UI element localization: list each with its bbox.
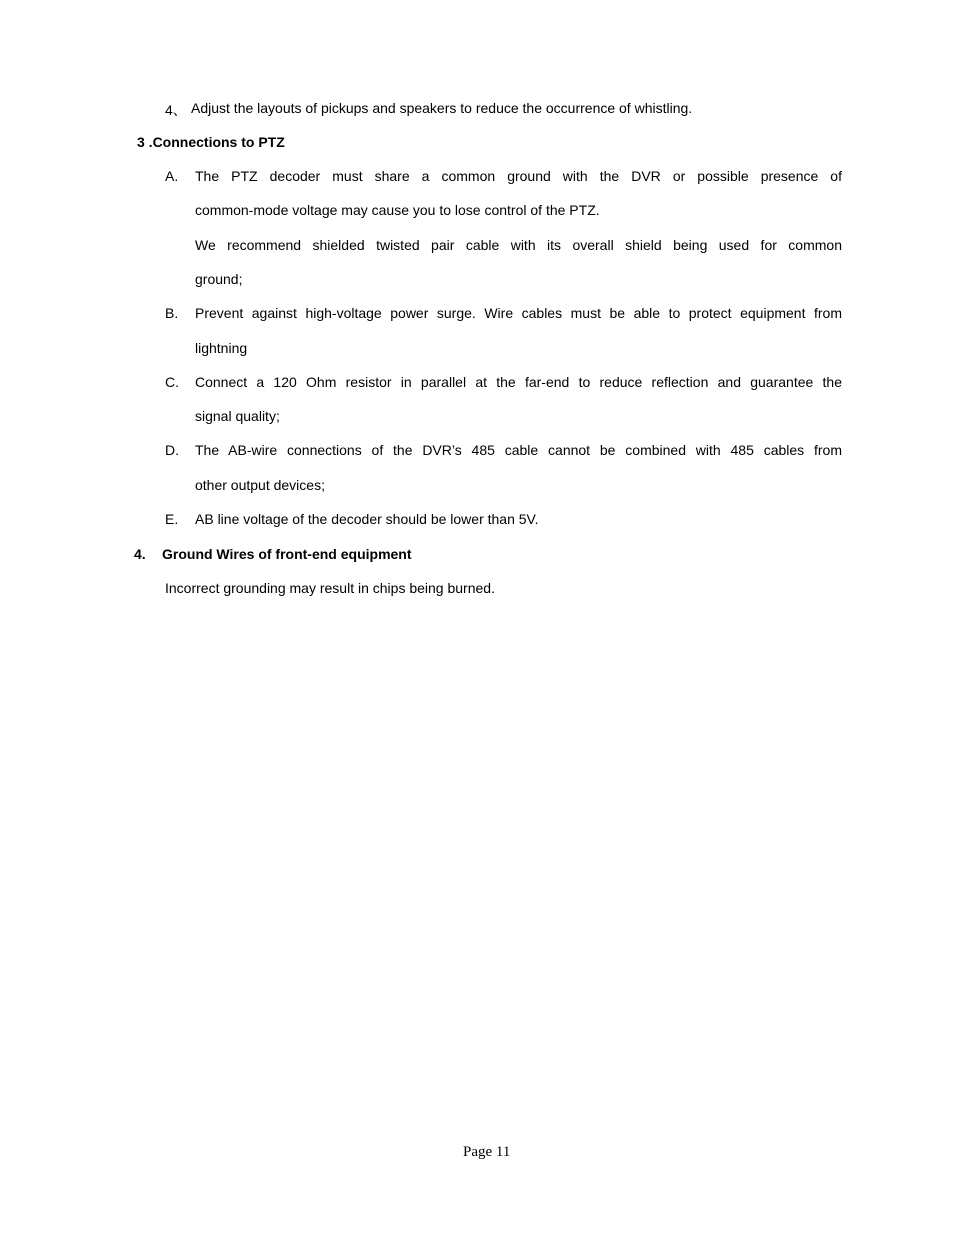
paragraph-line: other output devices; — [195, 477, 325, 493]
list-item-number: 4、 — [165, 102, 187, 118]
paragraph-line: We recommend shielded twisted pair cable with its overall shield being used for common — [195, 237, 842, 253]
paragraph-line: Connect a 120 Ohm resistor in parallel at the far-end to reduce reflection and guarantee the — [195, 374, 842, 390]
paragraph-line: signal quality; — [195, 408, 280, 424]
paragraph-line: Incorrect grounding may result in chips being burned. — [165, 580, 495, 596]
paragraph-line: common-mode voltage may cause you to lose control of the PTZ. — [195, 202, 600, 218]
section-number: 4. — [134, 546, 146, 562]
list-letter: A. — [165, 168, 179, 184]
list-letter: B. — [165, 305, 179, 321]
paragraph-line: The AB-wire connections of the DVR’s 485 cable cannot be combined with 485 cables from — [195, 442, 842, 458]
list-letter: E. — [165, 511, 179, 527]
paragraph-line: ground; — [195, 271, 243, 287]
paragraph-line: The PTZ decoder must share a common ground with the DVR or possible presence of — [195, 168, 842, 184]
list-letter: D. — [165, 442, 179, 458]
list-item-text: Adjust the layouts of pickups and speakers to reduce the occurrence of whistling. — [191, 100, 693, 116]
paragraph-line: Prevent against high-voltage power surge. Wire cables must be able to protect equipment from — [195, 305, 842, 321]
section-heading: Ground Wires of front-end equipment — [162, 546, 412, 562]
list-letter: C. — [165, 374, 179, 390]
section-heading: 3 .Connections to PTZ — [137, 134, 285, 150]
paragraph-line: AB line voltage of the decoder should be lower than 5V. — [195, 511, 539, 527]
paragraph-line: lightning — [195, 340, 248, 356]
page-number: Page 11 — [463, 1144, 511, 1160]
